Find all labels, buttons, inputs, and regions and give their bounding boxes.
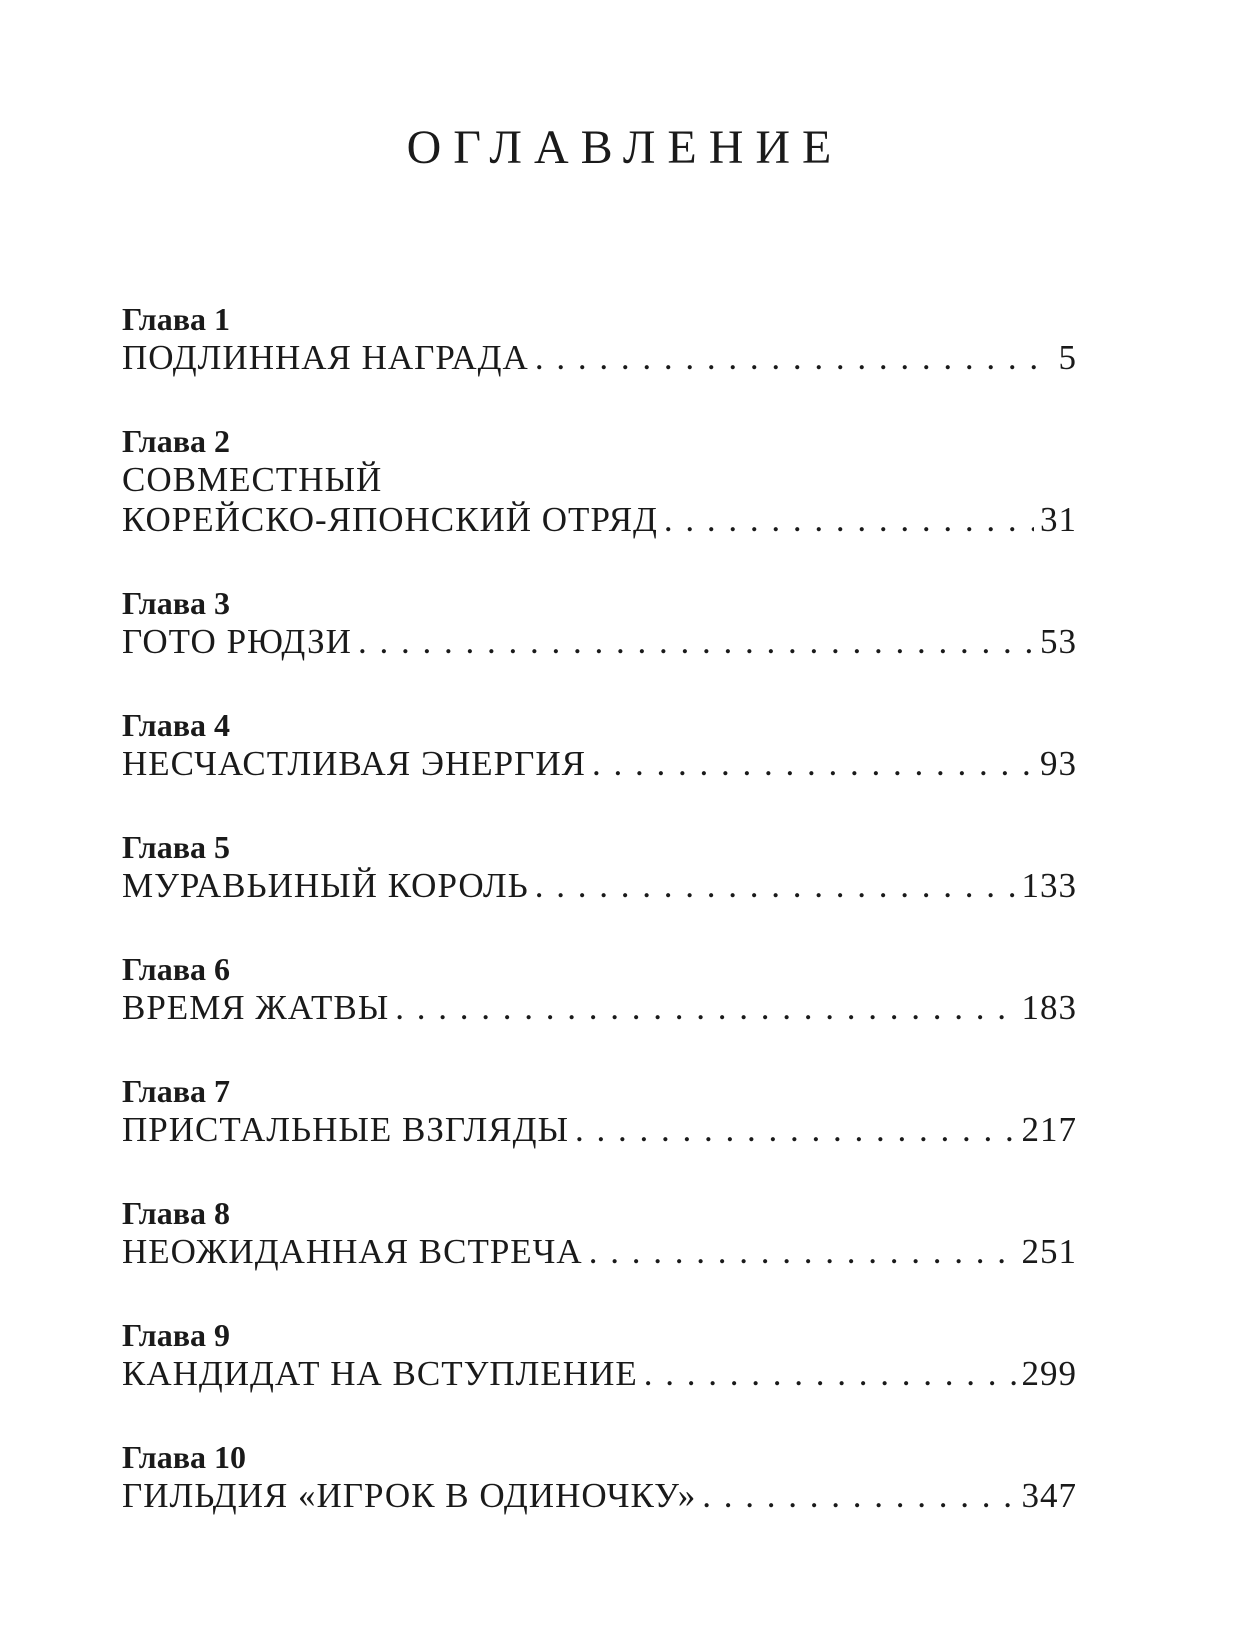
dot-leader [575,1110,1016,1150]
toc-entry[interactable] [122,300,1077,422]
dot-leader [535,338,1053,378]
chapter-label: Глава 4 [122,707,230,743]
dot-leader [702,1476,1015,1516]
toc-entry[interactable] [122,1072,1077,1194]
page-number: 133 [1021,866,1077,905]
chapter-title: НЕОЖИДАННАЯ ВСТРЕЧА [122,1232,583,1271]
page-title: ОГЛАВЛЕНИЕ [406,121,844,174]
chapter-title: ПОДЛИННАЯ НАГРАДА [122,338,529,377]
page-number: 347 [1021,1476,1077,1515]
toc-entry[interactable] [122,1316,1077,1438]
page-number: 251 [1021,1232,1077,1271]
chapter-title: НЕСЧАСТЛИВАЯ ЭНЕРГИЯ [122,744,586,783]
toc-entry[interactable] [122,1438,1077,1560]
dot-leader [644,1354,1016,1394]
chapter-title: ГИЛЬДИЯ «ИГРОК В ОДИНОЧКУ» [122,1476,697,1515]
dot-leader [358,622,1034,662]
toc-entry[interactable] [122,422,1077,584]
dot-leader [589,1232,1016,1272]
toc-entry[interactable] [122,584,1077,706]
toc-entry[interactable] [122,950,1077,1072]
chapter-label: Глава 10 [122,1439,246,1475]
chapter-title: МУРАВЬИНЫЙ КОРОЛЬ [122,866,529,905]
dot-leader [535,866,1016,906]
dot-leader [592,744,1034,784]
chapter-title: ГОТО РЮДЗИ [122,622,352,661]
chapter-title: КАНДИДАТ НА ВСТУПЛЕНИЕ [122,1354,638,1393]
chapter-label: Глава 1 [122,301,230,337]
chapter-title: КОРЕЙСКО-ЯПОНСКИЙ ОТРЯД [122,500,658,539]
chapter-title: ВРЕМЯ ЖАТВЫ [122,988,390,1027]
page-number: 183 [1021,988,1077,1027]
page-number: 53 [1040,622,1077,661]
chapter-label: Глава 7 [122,1073,230,1109]
dot-leader [664,500,1034,540]
chapter-label: Глава 3 [122,585,230,621]
dot-leader [395,988,1015,1028]
page-number: 299 [1021,1354,1077,1393]
page-number: 93 [1040,744,1077,783]
toc-entry[interactable] [122,828,1077,950]
toc-entry[interactable] [122,1194,1077,1316]
chapter-label: Глава 2 [122,423,230,459]
page-number: 5 [1058,338,1077,377]
table-of-contents [122,300,1077,1560]
chapter-label: Глава 6 [122,951,230,987]
page-number: 31 [1040,500,1077,539]
page-number: 217 [1021,1110,1077,1149]
chapter-title-line: СОВМЕСТНЫЙ [122,460,383,499]
toc-entry[interactable] [122,706,1077,828]
chapter-label: Глава 5 [122,829,230,865]
chapter-label: Глава 8 [122,1195,230,1231]
chapter-label: Глава 9 [122,1317,230,1353]
chapter-title: ПРИСТАЛЬНЫЕ ВЗГЛЯДЫ [122,1110,569,1149]
